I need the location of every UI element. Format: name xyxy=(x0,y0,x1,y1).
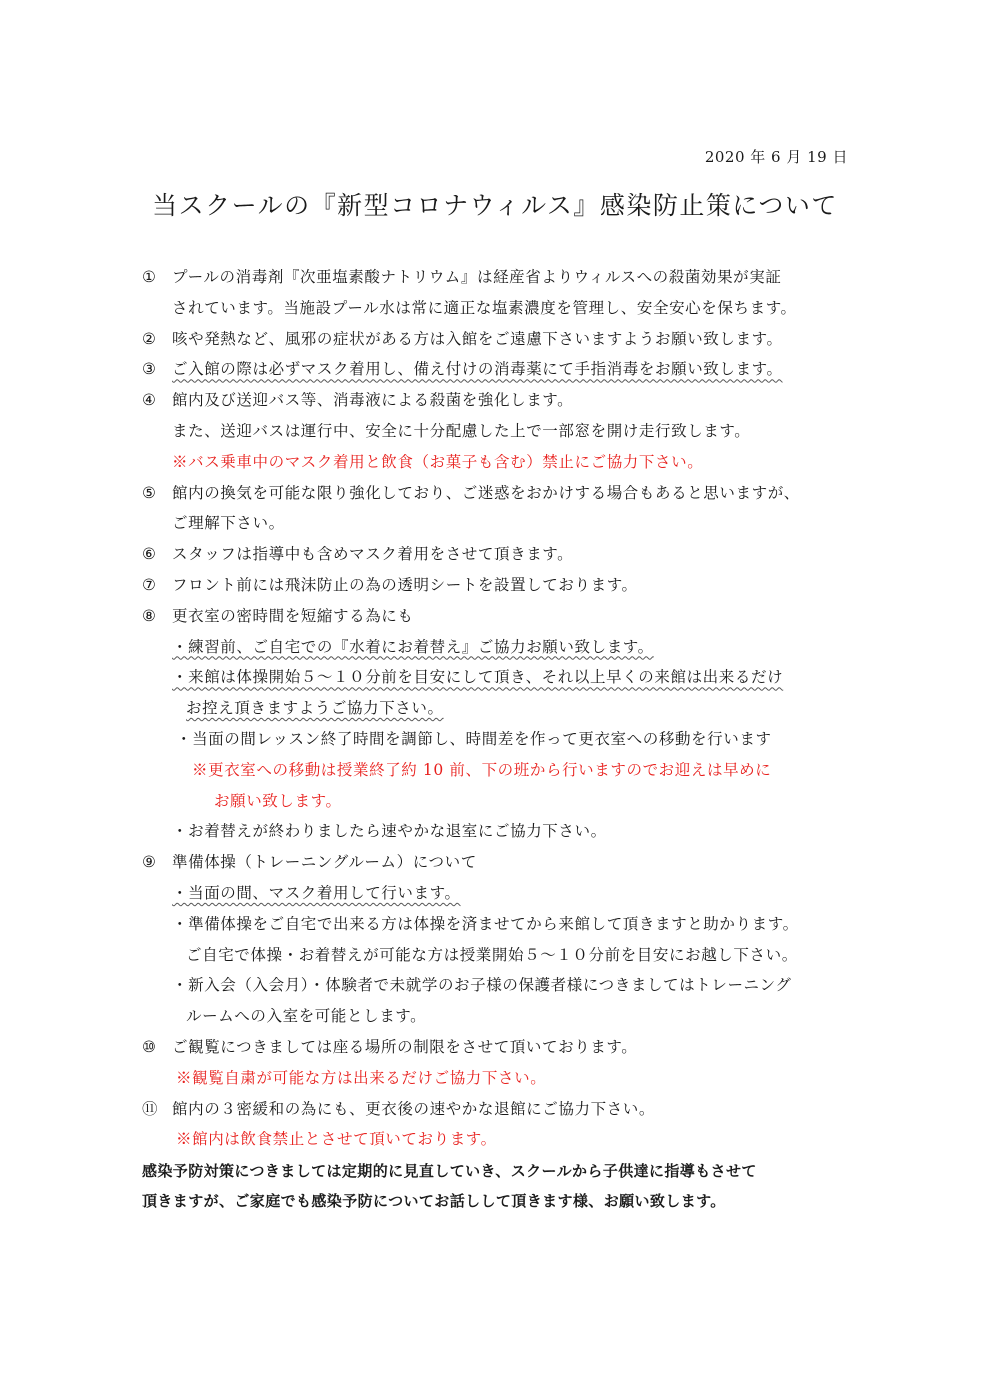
list-item-8-bullet-4 xyxy=(142,816,862,847)
bullet-text-underlined: ・当面の間、マスク着用して行います。 xyxy=(172,883,461,902)
item-text: 館内及び送迎バス等、消毒液による殺菌を強化します。 xyxy=(172,391,574,410)
item-number: ⑩ xyxy=(142,1037,157,1056)
list-item-8-bullet-2 xyxy=(142,662,862,693)
item-text: 準備体操（トレーニングルーム）について xyxy=(172,853,477,872)
item-number: ② xyxy=(142,329,157,348)
list-item-8 xyxy=(142,601,862,632)
list-item-9-bullet-2-cont xyxy=(142,940,862,971)
list-item-7 xyxy=(142,570,862,601)
list-item-5-cont xyxy=(142,508,862,539)
list-item-9-bullet-1 xyxy=(142,878,862,909)
list-item-10 xyxy=(142,1032,862,1063)
document-title: 当スクールの『新型コロナウィルス』感染防止策について xyxy=(152,191,838,220)
red-note: お願い致します。 xyxy=(214,791,342,810)
document-date: 2020 年 6 月 19 日 xyxy=(704,148,848,166)
list-item-10-note xyxy=(142,1063,862,1094)
list-item-4-note xyxy=(142,447,862,478)
bullet-text: ・当面の間レッスン終了時間を調節し、時間差を作って更衣室への移動を行います xyxy=(176,729,772,748)
item-number: ⑤ xyxy=(142,483,157,502)
item-text: また、送迎バスは運行中、安全に十分配慮した上で一部窓を開け走行致します。 xyxy=(172,421,751,440)
item-number: ④ xyxy=(142,391,157,410)
closing-line-1: 感染予防対策につきましては定期的に見直していき、スクールから子供達に指導もさせて xyxy=(142,1162,757,1180)
list-item-6 xyxy=(142,539,862,570)
item-text: 咳や発熱など、風邪の症状がある方は入館をご遠慮下さいますようお願い致します。 xyxy=(172,329,783,348)
list-item-4 xyxy=(142,385,862,416)
item-text-underlined: ご入館の際は必ずマスク着用し、備え付けの消毒薬にて手指消毒をお願い致します。 xyxy=(172,360,783,379)
item-text: プールの消毒剤『次亜塩素酸ナトリウム』は経産省よりウィルスへの殺菌効果が実証 xyxy=(172,268,782,286)
item-number: ⑦ xyxy=(142,575,157,594)
list-item-11-note xyxy=(142,1124,862,1155)
list-item-8-note-cont xyxy=(142,786,862,817)
bullet-text: ・お着替えが終わりましたら速やかな退室にご協力下さい。 xyxy=(172,822,607,841)
item-number: ⑧ xyxy=(142,606,157,625)
item-text: スタッフは指導中も含めマスク着用をさせて頂きます。 xyxy=(172,545,574,564)
list-item-3 xyxy=(142,354,862,385)
item-number: ⑪ xyxy=(142,1099,159,1118)
item-text: フロント前には飛沫防止の為の透明シートを設置しております。 xyxy=(172,575,638,594)
closing-paragraph xyxy=(142,1156,862,1216)
list-item-4-cont xyxy=(142,416,862,447)
list-item-9 xyxy=(142,847,862,878)
closing-line-2: 頂きますが、ご家庭でも感染予防についてお話しして頂きます様、お願い致します。 xyxy=(142,1192,726,1210)
list-item-1 xyxy=(142,262,862,293)
list-item-2 xyxy=(142,324,862,355)
red-note: ※館内は飲食禁止とさせて頂いております。 xyxy=(176,1130,497,1149)
list-item-8-note xyxy=(142,755,862,786)
measures-list xyxy=(142,262,862,1155)
bullet-text-underlined: お控え頂きますようご協力下さい。 xyxy=(186,699,444,718)
bullet-text: ルームへの入室を可能とします。 xyxy=(186,1007,427,1026)
list-item-1-cont xyxy=(142,293,862,324)
bullet-text-underlined: ・練習前、ご自宅での『水着にお着替え』ご協力お願い致します。 xyxy=(172,637,654,656)
list-item-8-bullet-1 xyxy=(142,632,862,663)
list-item-8-bullet-3 xyxy=(142,724,862,755)
item-number: ⑥ xyxy=(142,545,157,564)
item-text: 館内の３密緩和の為にも、更衣後の速やかな退館にご協力下さい。 xyxy=(172,1099,656,1118)
list-item-9-bullet-2 xyxy=(142,909,862,940)
item-number: ③ xyxy=(142,360,157,379)
item-number: ⑨ xyxy=(142,853,157,872)
red-note: ※更衣室への移動は授業終了約 10 前、下の班から行いますのでお迎えは早めに xyxy=(192,760,772,779)
bullet-text-underlined: ・来館は体操開始５～１０分前を目安にして頂き、それ以上早くの来館は出来るだけ xyxy=(172,668,784,687)
bullet-text: ご自宅で体操・お着替えが可能な方は授業開始５～１０分前を目安にお越し下さい。 xyxy=(186,945,798,964)
red-note: ※バス乗車中のマスク着用と飲食（お菓子も含む）禁止にご協力下さい。 xyxy=(172,452,704,471)
list-item-5 xyxy=(142,478,862,509)
item-text: されています。当施設プール水は常に適正な塩素濃度を管理し、安全安心を保ちます。 xyxy=(172,298,797,317)
list-item-8-bullet-2-cont xyxy=(142,693,862,724)
bullet-text: ・準備体操をご自宅で出来る方は体操を済ませてから来館して頂きますと助かります。 xyxy=(172,914,799,933)
list-item-11 xyxy=(142,1094,862,1125)
list-item-9-bullet-3-cont xyxy=(142,1001,862,1032)
item-text: 館内の換気を可能な限り強化しており、ご迷惑をおかけする場合もあると思いますが、 xyxy=(172,483,800,502)
bullet-text: ・新入会（入会月）・体験者で未就学のお子様の保護者様につきましてはトレーニング xyxy=(172,976,792,995)
item-text: ご観覧につきましては座る場所の制限をさせて頂いております。 xyxy=(172,1037,638,1056)
item-number: ① xyxy=(142,268,157,286)
list-item-9-bullet-3 xyxy=(142,970,862,1001)
red-note: ※観覧自粛が可能な方は出来るだけご協力下さい。 xyxy=(176,1068,547,1087)
item-text: ご理解下さい。 xyxy=(172,514,285,533)
item-text: 更衣室の密時間を短縮する為にも xyxy=(172,606,414,625)
